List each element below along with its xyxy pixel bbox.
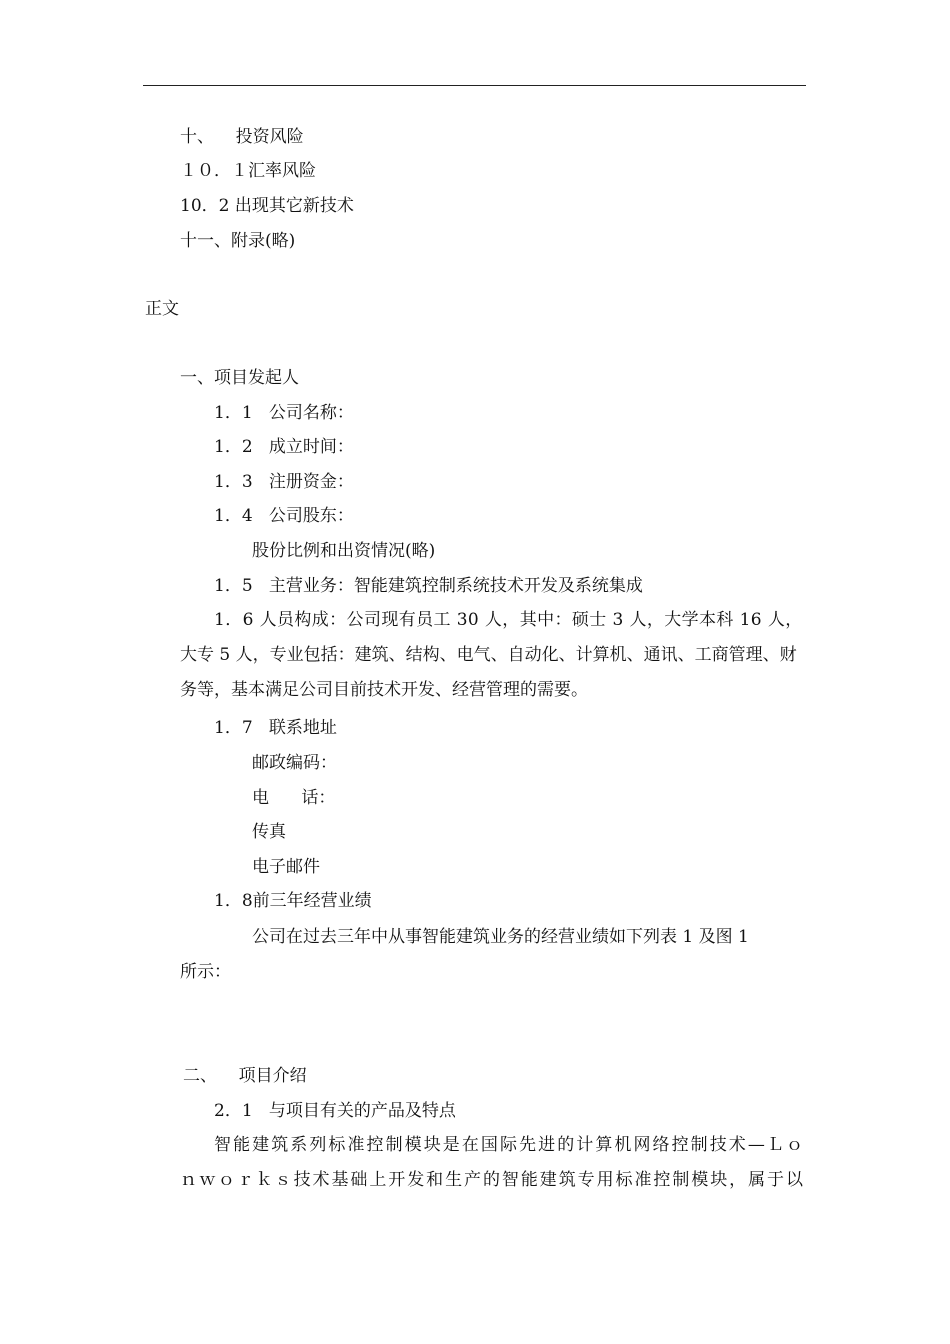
- toc-section-10-1: １０．１汇率风险: [180, 161, 316, 181]
- postcode-label: 邮政编码：: [252, 753, 337, 773]
- item-1-8-line-1: 公司在过去三年中从事智能建筑业务的经营业绩如下列表 1 及图 1: [252, 927, 749, 947]
- body-title: 正文: [145, 299, 179, 319]
- header-rule: [143, 85, 806, 86]
- item-2-1-para-line-2: ｎｗｏｒｋｓ技术基础上开发和生产的智能建筑专用标准控制模块，属于以: [180, 1170, 805, 1190]
- toc-section-11: 十一、附录(略): [180, 231, 296, 251]
- item-1-7: 1．7 联系地址: [214, 718, 337, 738]
- toc-section-10-2: 10．2 出现其它新技术: [180, 196, 354, 216]
- section-1-heading: 一、项目发起人: [180, 368, 299, 388]
- section-2-heading: 二、 项目介绍: [183, 1066, 307, 1086]
- item-1-3: 1．3 注册资金：: [214, 472, 354, 492]
- item-1-6-line-1: 1．6 人员构成：公司现有员工 30 人，其中：硕士 3 人，大学本科 16 人，: [214, 610, 803, 630]
- item-1-8: 1．8前三年经营业绩: [214, 891, 372, 911]
- item-1-6-line-2: 大专 5 人，专业包括：建筑、结构、电气、自动化、计算机、通讯、工商管理、财: [180, 645, 797, 665]
- item-1-1: 1．1 公司名称：: [214, 403, 354, 423]
- toc-section-10: 十、 投资风险: [180, 127, 304, 147]
- item-1-4: 1．4 公司股东：: [214, 506, 354, 526]
- item-2-1: 2．1 与项目有关的产品及特点: [214, 1101, 456, 1121]
- item-1-5: 1．5 主营业务：智能建筑控制系统技术开发及系统集成: [214, 576, 643, 596]
- item-1-6-line-3: 务等，基本满足公司目前技术开发、经营管理的需要。: [180, 680, 588, 700]
- item-1-2: 1．2 成立时间：: [214, 437, 354, 457]
- item-1-8-line-2: 所示：: [180, 962, 231, 982]
- email-label: 电子邮件: [252, 857, 320, 877]
- fax-label: 传真: [252, 822, 286, 842]
- item-2-1-para-line-1: 智能建筑系列标准控制模块是在国际先进的计算机网络控制技术—Ｌｏ: [214, 1135, 806, 1155]
- item-1-4-sub: 股份比例和出资情况(略): [252, 541, 436, 561]
- phone-label: 电 话：: [252, 788, 336, 808]
